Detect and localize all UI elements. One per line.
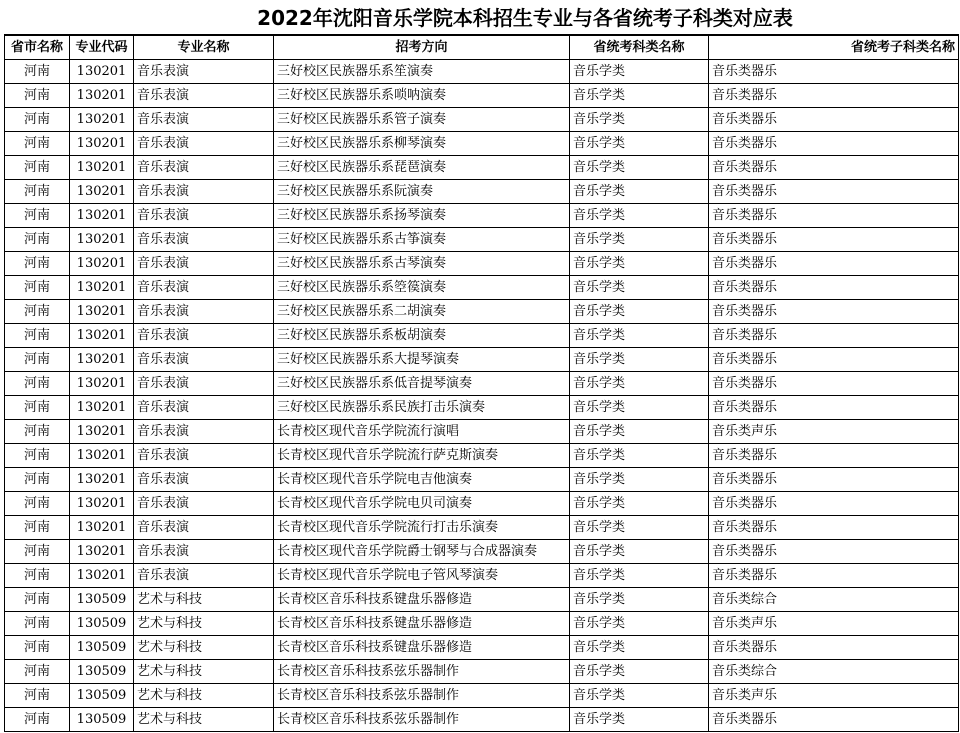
- cell-province: 河南: [5, 636, 70, 660]
- table-row: [5, 204, 959, 228]
- cell-province: 河南: [5, 300, 70, 324]
- cell-direction: 三好校区民族器乐系二胡演奏: [274, 300, 570, 324]
- cell-direction: 三好校区民族器乐系唢呐演奏: [274, 84, 570, 108]
- cell-code: 130201: [70, 180, 134, 204]
- cell-province: 河南: [5, 180, 70, 204]
- table-row: [5, 132, 959, 156]
- cell-province: 河南: [5, 276, 70, 300]
- cell-province: 河南: [5, 84, 70, 108]
- cell-code: 130201: [70, 492, 134, 516]
- table-row: [5, 492, 959, 516]
- cell-major: 音乐表演: [134, 228, 274, 252]
- cell-category: 音乐学类: [570, 228, 709, 252]
- cell-direction: 长青校区音乐科技系弦乐器制作: [274, 660, 570, 684]
- cell-category: 音乐学类: [570, 396, 709, 420]
- cell-direction: 三好校区民族器乐系大提琴演奏: [274, 348, 570, 372]
- cell-major: 音乐表演: [134, 84, 274, 108]
- cell-province: 河南: [5, 60, 70, 84]
- cell-major: 音乐表演: [134, 444, 274, 468]
- cell-category: 音乐学类: [570, 684, 709, 708]
- table-row: [5, 156, 959, 180]
- table-body: [5, 60, 959, 732]
- header-direction: 招考方向: [274, 35, 570, 60]
- cell-direction: 三好校区民族器乐系扬琴演奏: [274, 204, 570, 228]
- cell-province: 河南: [5, 444, 70, 468]
- cell-category: 音乐学类: [570, 156, 709, 180]
- cell-direction: 三好校区民族器乐系阮演奏: [274, 180, 570, 204]
- table-row: [5, 420, 959, 444]
- cell-code: 130201: [70, 444, 134, 468]
- cell-direction: 长青校区现代音乐学院流行打击乐演奏: [274, 516, 570, 540]
- cell-province: 河南: [5, 612, 70, 636]
- cell-category: 音乐学类: [570, 708, 709, 732]
- cell-major: 音乐表演: [134, 132, 274, 156]
- cell-code: 130201: [70, 420, 134, 444]
- cell-category: 音乐学类: [570, 60, 709, 84]
- cell-major: 音乐表演: [134, 252, 274, 276]
- cell-direction: 三好校区民族器乐系琵琶演奏: [274, 156, 570, 180]
- cell-category: 音乐学类: [570, 564, 709, 588]
- cell-direction: 长青校区现代音乐学院流行演唱: [274, 420, 570, 444]
- cell-code: 130201: [70, 300, 134, 324]
- cell-major: 音乐表演: [134, 180, 274, 204]
- cell-category: 音乐学类: [570, 84, 709, 108]
- cell-major: 音乐表演: [134, 540, 274, 564]
- cell-direction: 三好校区民族器乐系古筝演奏: [274, 228, 570, 252]
- cell-direction: 长青校区现代音乐学院电子管风琴演奏: [274, 564, 570, 588]
- cell-province: 河南: [5, 516, 70, 540]
- cell-province: 河南: [5, 228, 70, 252]
- cell-major: 音乐表演: [134, 492, 274, 516]
- document-title: 2022年沈阳音乐学院本科招生专业与各省统考子科类对应表: [257, 6, 793, 30]
- cell-category: 音乐学类: [570, 372, 709, 396]
- table-row: [5, 564, 959, 588]
- cell-province: 河南: [5, 324, 70, 348]
- cell-province: 河南: [5, 492, 70, 516]
- cell-province: 河南: [5, 660, 70, 684]
- cell-direction: 三好校区民族器乐系民族打击乐演奏: [274, 396, 570, 420]
- cell-subcategory: 音乐类器乐: [709, 372, 959, 396]
- cell-major: 音乐表演: [134, 396, 274, 420]
- cell-code: 130509: [70, 636, 134, 660]
- cell-subcategory: 音乐类声乐: [709, 684, 959, 708]
- cell-major: 音乐表演: [134, 372, 274, 396]
- table-row: [5, 324, 959, 348]
- header-province: 省市名称: [5, 35, 70, 60]
- cell-code: 130201: [70, 60, 134, 84]
- cell-category: 音乐学类: [570, 180, 709, 204]
- cell-major: 艺术与科技: [134, 588, 274, 612]
- cell-major: 音乐表演: [134, 60, 274, 84]
- cell-major: 音乐表演: [134, 420, 274, 444]
- cell-direction: 三好校区民族器乐系笙演奏: [274, 60, 570, 84]
- header-major: 专业名称: [134, 35, 274, 60]
- cell-subcategory: 音乐类器乐: [709, 60, 959, 84]
- cell-direction: 三好校区民族器乐系低音提琴演奏: [274, 372, 570, 396]
- cell-province: 河南: [5, 684, 70, 708]
- table-row: [5, 540, 959, 564]
- cell-province: 河南: [5, 348, 70, 372]
- cell-subcategory: 音乐类器乐: [709, 204, 959, 228]
- cell-code: 130509: [70, 588, 134, 612]
- cell-province: 河南: [5, 132, 70, 156]
- cell-province: 河南: [5, 252, 70, 276]
- cell-subcategory: 音乐类器乐: [709, 276, 959, 300]
- cell-code: 130201: [70, 228, 134, 252]
- cell-direction: 长青校区现代音乐学院电吉他演奏: [274, 468, 570, 492]
- cell-subcategory: 音乐类器乐: [709, 444, 959, 468]
- cell-province: 河南: [5, 540, 70, 564]
- table-row: [5, 372, 959, 396]
- cell-subcategory: 音乐类器乐: [709, 180, 959, 204]
- cell-code: 130201: [70, 396, 134, 420]
- cell-category: 音乐学类: [570, 588, 709, 612]
- cell-subcategory: 音乐类综合: [709, 660, 959, 684]
- cell-direction: 长青校区音乐科技系键盘乐器修造: [274, 636, 570, 660]
- cell-code: 130509: [70, 612, 134, 636]
- cell-direction: 三好校区民族器乐系板胡演奏: [274, 324, 570, 348]
- mapping-table: [4, 34, 959, 732]
- cell-subcategory: 音乐类器乐: [709, 348, 959, 372]
- table-row: [5, 252, 959, 276]
- table-row: [5, 396, 959, 420]
- cell-code: 130509: [70, 708, 134, 732]
- table-row: [5, 588, 959, 612]
- cell-code: 130201: [70, 108, 134, 132]
- table-row: [5, 660, 959, 684]
- cell-category: 音乐学类: [570, 252, 709, 276]
- cell-subcategory: 音乐类器乐: [709, 108, 959, 132]
- cell-province: 河南: [5, 156, 70, 180]
- cell-direction: 长青校区音乐科技系弦乐器制作: [274, 684, 570, 708]
- cell-category: 音乐学类: [570, 636, 709, 660]
- cell-major: 音乐表演: [134, 564, 274, 588]
- table-row: [5, 684, 959, 708]
- cell-category: 音乐学类: [570, 348, 709, 372]
- cell-subcategory: 音乐类器乐: [709, 324, 959, 348]
- cell-category: 音乐学类: [570, 516, 709, 540]
- cell-subcategory: 音乐类器乐: [709, 564, 959, 588]
- cell-major: 音乐表演: [134, 516, 274, 540]
- cell-major: 音乐表演: [134, 156, 274, 180]
- table-row: [5, 108, 959, 132]
- cell-code: 130201: [70, 156, 134, 180]
- cell-major: 音乐表演: [134, 300, 274, 324]
- cell-category: 音乐学类: [570, 300, 709, 324]
- cell-category: 音乐学类: [570, 660, 709, 684]
- cell-province: 河南: [5, 588, 70, 612]
- cell-subcategory: 音乐类器乐: [709, 492, 959, 516]
- cell-category: 音乐学类: [570, 276, 709, 300]
- cell-direction: 长青校区现代音乐学院爵士钢琴与合成器演奏: [274, 540, 570, 564]
- cell-code: 130201: [70, 564, 134, 588]
- table-row: [5, 84, 959, 108]
- cell-category: 音乐学类: [570, 612, 709, 636]
- table-row: [5, 276, 959, 300]
- header-category: 省统考科类名称: [570, 35, 709, 60]
- cell-category: 音乐学类: [570, 468, 709, 492]
- cell-major: 音乐表演: [134, 108, 274, 132]
- header-code: 专业代码: [70, 35, 134, 60]
- cell-subcategory: 音乐类综合: [709, 588, 959, 612]
- cell-subcategory: 音乐类器乐: [709, 132, 959, 156]
- cell-code: 130201: [70, 204, 134, 228]
- cell-province: 河南: [5, 396, 70, 420]
- cell-subcategory: 音乐类声乐: [709, 612, 959, 636]
- cell-subcategory: 音乐类器乐: [709, 300, 959, 324]
- cell-subcategory: 音乐类声乐: [709, 420, 959, 444]
- cell-major: 音乐表演: [134, 468, 274, 492]
- cell-direction: 长青校区音乐科技系弦乐器制作: [274, 708, 570, 732]
- cell-direction: 三好校区民族器乐系古琴演奏: [274, 252, 570, 276]
- table-row: [5, 60, 959, 84]
- cell-major: 艺术与科技: [134, 636, 274, 660]
- cell-major: 艺术与科技: [134, 612, 274, 636]
- cell-category: 音乐学类: [570, 420, 709, 444]
- table-row: [5, 180, 959, 204]
- cell-province: 河南: [5, 468, 70, 492]
- cell-province: 河南: [5, 108, 70, 132]
- cell-subcategory: 音乐类器乐: [709, 396, 959, 420]
- cell-code: 130201: [70, 540, 134, 564]
- cell-code: 130201: [70, 324, 134, 348]
- table-row: [5, 708, 959, 732]
- cell-direction: 三好校区民族器乐系柳琴演奏: [274, 132, 570, 156]
- cell-subcategory: 音乐类器乐: [709, 540, 959, 564]
- cell-direction: 三好校区民族器乐系管子演奏: [274, 108, 570, 132]
- table-header-row: [5, 35, 959, 60]
- cell-code: 130201: [70, 132, 134, 156]
- cell-direction: 长青校区音乐科技系键盘乐器修造: [274, 588, 570, 612]
- cell-code: 130201: [70, 372, 134, 396]
- table-row: [5, 228, 959, 252]
- cell-category: 音乐学类: [570, 324, 709, 348]
- cell-category: 音乐学类: [570, 204, 709, 228]
- cell-subcategory: 音乐类器乐: [709, 252, 959, 276]
- cell-major: 音乐表演: [134, 204, 274, 228]
- table-row: [5, 348, 959, 372]
- cell-category: 音乐学类: [570, 108, 709, 132]
- cell-province: 河南: [5, 204, 70, 228]
- cell-major: 艺术与科技: [134, 660, 274, 684]
- table-row: [5, 516, 959, 540]
- cell-major: 音乐表演: [134, 324, 274, 348]
- cell-subcategory: 音乐类器乐: [709, 516, 959, 540]
- cell-province: 河南: [5, 564, 70, 588]
- cell-category: 音乐学类: [570, 132, 709, 156]
- cell-subcategory: 音乐类器乐: [709, 84, 959, 108]
- cell-code: 130201: [70, 468, 134, 492]
- cell-province: 河南: [5, 372, 70, 396]
- cell-major: 音乐表演: [134, 348, 274, 372]
- cell-code: 130201: [70, 252, 134, 276]
- cell-direction: 长青校区现代音乐学院电贝司演奏: [274, 492, 570, 516]
- cell-province: 河南: [5, 420, 70, 444]
- cell-province: 河南: [5, 708, 70, 732]
- cell-code: 130201: [70, 516, 134, 540]
- cell-direction: 长青校区音乐科技系键盘乐器修造: [274, 612, 570, 636]
- table-row: [5, 612, 959, 636]
- header-subcategory: 省统考子科类名称: [709, 35, 959, 60]
- cell-major: 艺术与科技: [134, 684, 274, 708]
- cell-subcategory: 音乐类器乐: [709, 636, 959, 660]
- cell-code: 130201: [70, 348, 134, 372]
- table-row: [5, 300, 959, 324]
- cell-subcategory: 音乐类器乐: [709, 228, 959, 252]
- cell-direction: 长青校区现代音乐学院流行萨克斯演奏: [274, 444, 570, 468]
- cell-subcategory: 音乐类器乐: [709, 708, 959, 732]
- cell-code: 130509: [70, 660, 134, 684]
- cell-code: 130201: [70, 84, 134, 108]
- table-row: [5, 468, 959, 492]
- cell-code: 130201: [70, 276, 134, 300]
- cell-code: 130509: [70, 684, 134, 708]
- cell-major: 艺术与科技: [134, 708, 274, 732]
- table-row: [5, 444, 959, 468]
- cell-direction: 三好校区民族器乐系箜篌演奏: [274, 276, 570, 300]
- cell-category: 音乐学类: [570, 492, 709, 516]
- cell-major: 音乐表演: [134, 276, 274, 300]
- table-row: [5, 636, 959, 660]
- cell-category: 音乐学类: [570, 540, 709, 564]
- cell-subcategory: 音乐类器乐: [709, 468, 959, 492]
- cell-category: 音乐学类: [570, 444, 709, 468]
- cell-subcategory: 音乐类器乐: [709, 156, 959, 180]
